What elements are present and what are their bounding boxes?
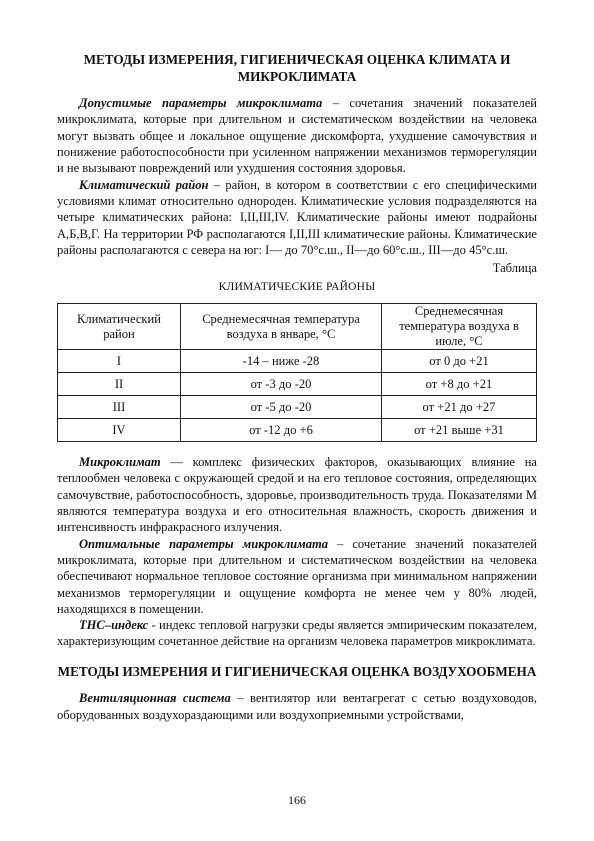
term-optimal-params: Оптимальные параметры микроклимата xyxy=(79,536,329,551)
definition-optimal-params: – сочетание значений показателей микроклимата, которые при длительном и систематическом воздействии на человека обеспечивают нормальное тепловое состояние организма при минимальном напряжении механизмов терморегуляции и ощущение комфорта не менее чем у 80% людей, находящихся в помещении. xyxy=(57,536,537,616)
cell-july-temp: от 0 до +21 xyxy=(382,350,537,373)
cell-region: III xyxy=(58,396,181,419)
table-header-row xyxy=(58,304,537,350)
page-number: 166 xyxy=(288,793,306,807)
cell-july-temp: от +21 выше +31 xyxy=(382,419,537,442)
paragraph-permissible-params xyxy=(57,95,537,176)
term-ventilation-system: Вентиляционная система xyxy=(79,691,231,706)
cell-july-temp: от +21 до +27 xyxy=(382,396,537,419)
header-region: Климатический район xyxy=(58,304,181,350)
cell-region: I xyxy=(58,350,181,373)
term-microclimate: Микроклимат xyxy=(79,455,161,470)
table-label: Таблица xyxy=(492,261,537,276)
cell-january-temp: от -3 до -20 xyxy=(181,373,382,396)
cell-region: IV xyxy=(58,419,181,442)
paragraph-ventilation-system xyxy=(57,690,537,723)
term-climatic-region: Климатический район xyxy=(79,177,209,192)
table-row xyxy=(58,373,537,396)
table-row xyxy=(58,396,537,419)
definition-climatic-region: – район, в котором в соответствии с его специфическими условиями климат относительно однороден. Климатические условия подразделяются на четыре климатических района: I,II,III,IV. Климатические районы имеют подрайоны А,Б,В,Г. На территории РФ располагаются I,II,III климатические районы. Климатические районы располагаются с севера на юг: I— до 70°с.ш., II—до 60°с.ш., III—до 45°с.ш. xyxy=(57,177,537,257)
table-row xyxy=(58,350,537,373)
paragraph-optimal-params xyxy=(57,536,537,617)
definition-microclimate: — комплекс физических факторов, оказывающих влияние на теплообмен человека с окружающей средой и на его тепловое состояния, определяющих самочувствие, работоспособность, здоровье, производительность труда. Показателями М являются температура воздуха и его относительная влажность, скорость движения и интенсивность инфракрасного излучения. xyxy=(57,455,537,535)
paragraph-wbgt-index xyxy=(57,617,537,650)
section-title: МЕТОДЫ ИЗМЕРЕНИЯ, ГИГИЕНИЧЕСКАЯ ОЦЕНКА КЛИМАТА И МИКРОКЛИМАТА xyxy=(83,52,511,84)
cell-january-temp: от -5 до -20 xyxy=(181,396,382,419)
section-title: МЕТОДЫ ИЗМЕРЕНИЯ И ГИГИЕНИЧЕСКАЯ ОЦЕНКА ВОЗДУХООБМЕНА xyxy=(57,663,537,679)
definition-wbgt-index: - индекс тепловой нагрузки среды является эмпирическим показателем, характеризующим сочетанное действие на организм человека параметров микроклимата. xyxy=(57,618,537,649)
cell-july-temp: от +8 до +21 xyxy=(382,373,537,396)
page-content xyxy=(57,52,537,723)
table-caption: КЛИМАТИЧЕСКИЕ РАЙОНЫ xyxy=(218,281,376,294)
definition-permissible-params: – сочетания значений показателей микроклимата, которые при длительном и систематическом воздействии на человека могут вызвать общее и локальное ощущение дискомфорта, ухудшение самочувствия и понижение работоспособности при усиленном напряжении механизмов терморегуляции и не вызывают повреждений или ухудшения состояния здоровья. xyxy=(57,96,537,176)
cell-january-temp: от -12 до +6 xyxy=(181,419,382,442)
definition-ventilation-system: – вентилятор или вентагрегат с сетью воздуховодов, оборудованных воздухораздающими или воздухоприемными устройствами, xyxy=(57,691,537,722)
paragraph-climatic-region xyxy=(57,177,537,258)
paragraph-microclimate xyxy=(57,454,537,535)
table-row xyxy=(58,419,537,442)
term-wbgt-index: ТНС–индекс xyxy=(79,618,149,633)
cell-region: II xyxy=(58,373,181,396)
term-permissible-params: Допустимые параметры микроклимата xyxy=(79,96,323,111)
cell-january-temp: -14 – ниже -28 xyxy=(181,350,382,373)
header-july-temp: Среднемесячная температура воздуха в июле, °С xyxy=(382,304,537,350)
header-january-temp: Среднемесячная температура воздуха в январе, °С xyxy=(181,304,382,350)
climatic-regions-table xyxy=(57,303,537,442)
